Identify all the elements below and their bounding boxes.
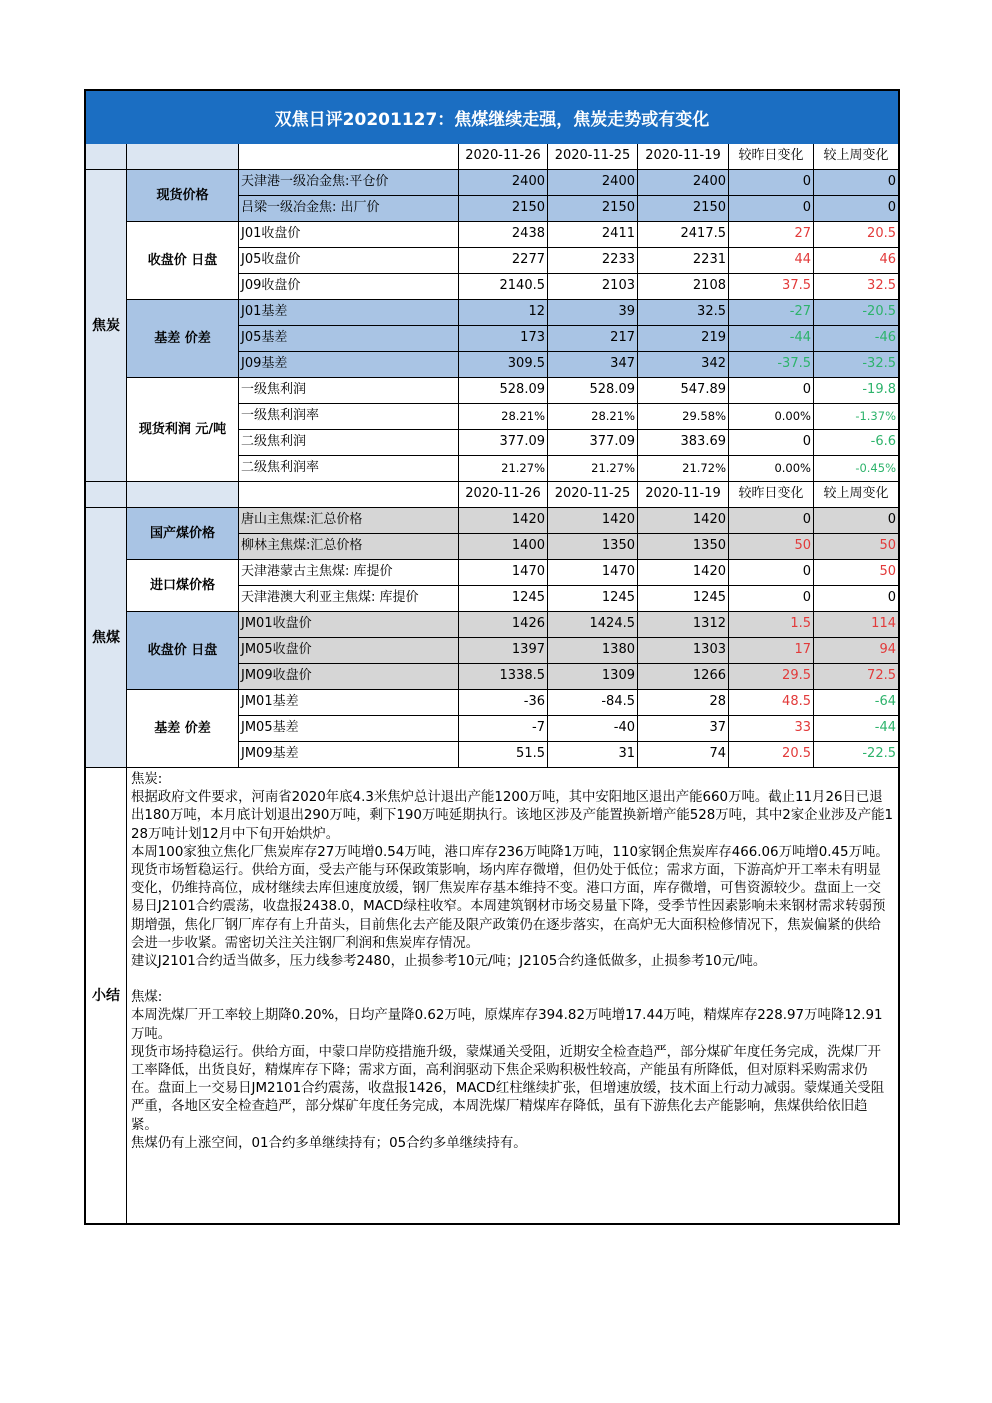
row-label: JM09基差 [239, 742, 459, 768]
row-change-day: 44 [729, 248, 814, 274]
row-value: 1420 [638, 560, 729, 586]
row-value: 2400 [548, 170, 638, 196]
header-date: 2020-11-26 [459, 144, 548, 170]
summary-text [127, 768, 898, 1223]
row-label: JM01收盘价 [239, 612, 459, 638]
row-change-week: 50 [814, 560, 898, 586]
group-label: 收盘价 日盘 [127, 222, 239, 300]
row-change-day: 29.5 [729, 664, 814, 690]
summary-paragraph: 焦炭: [131, 772, 163, 787]
row-value: 2417.5 [638, 222, 729, 248]
summary-paragraph: 焦煤: [131, 990, 163, 1006]
row-value: 2400 [459, 170, 548, 196]
row-value: 2233 [548, 248, 638, 274]
row-label: JM05收盘价 [239, 638, 459, 664]
row-change-day: 27 [729, 222, 814, 248]
row-change-week: -0.45% [814, 456, 898, 482]
row-value: 2438 [459, 222, 548, 248]
header-chg-day: 较昨日变化 [729, 482, 814, 508]
row-value: 2400 [638, 170, 729, 196]
row-value: 1420 [459, 508, 548, 534]
row-change-day: -44 [729, 326, 814, 352]
row-value: 12 [459, 300, 548, 326]
summary-paragraph: 根据政府文件要求，河南省2020年底4.3米焦炉总计退出产能1200万吨，其中安阳地区退出产能660万吨。截止11月26日已退出180万吨，本月底计划退出290万吨，剩下190万吨延期执行。该地区涉及产能置换新增产能528万吨，其中2家企业涉及产能128万吨计划12月中下旬开始烘炉。 [131, 790, 894, 842]
summary-label: 小结 [86, 768, 127, 1223]
report-title: 双焦日评20201127：焦煤继续走强，焦炭走势或有变化 [86, 91, 898, 144]
row-change-day: 37.5 [729, 274, 814, 300]
row-change-week: -20.5 [814, 300, 898, 326]
row-change-week: -6.6 [814, 430, 898, 456]
row-value: 2277 [459, 248, 548, 274]
row-value: 21.27% [548, 456, 638, 482]
row-change-day: -27 [729, 300, 814, 326]
summary-paragraph: 现货市场暂稳运行。供给方面，受去产能与环保政策影响，场内库存微增，但仍处于低位；需求方面，下游高炉开工率未有明显变化，仍维持高位，成材继续去库但速度放缓，钢厂焦炭库存基本维持不变。港口方面，库存微增，可售资源较少。盘面上一交易日J2101合约震荡，收盘报2438.0，MACD绿柱收窄。本周建筑钢材市场交易量下降，受季节性因素影响未来钢材需求转弱预期增强，焦化厂钢厂库存有上升苗头，目前焦化去产能及限产政策仍在逐步落实，在高炉无大面积检修情况下，焦炭偏紧的供给会进一步收紧。需密切关注关注钢厂利润和焦炭库存情况。 [131, 863, 886, 951]
header-date: 2020-11-26 [459, 482, 548, 508]
row-value: 173 [459, 326, 548, 352]
row-label: J09基差 [239, 352, 459, 378]
row-value: 377.09 [548, 430, 638, 456]
section-label: 焦炭 [86, 170, 127, 482]
row-label: 一级焦利润率 [239, 404, 459, 430]
row-value: 383.69 [638, 430, 729, 456]
row-label: 天津港蒙古主焦煤: 库提价 [239, 560, 459, 586]
group-label: 进口煤价格 [127, 560, 239, 612]
row-value: 2231 [638, 248, 729, 274]
row-value: 29.58% [638, 404, 729, 430]
row-change-day: 50 [729, 534, 814, 560]
group-label: 收盘价 日盘 [127, 612, 239, 690]
row-change-day: 0 [729, 196, 814, 222]
row-value: 1350 [548, 534, 638, 560]
row-change-week: 0 [814, 508, 898, 534]
report-sheet [84, 89, 900, 1225]
row-value: 1312 [638, 612, 729, 638]
row-value: 28 [638, 690, 729, 716]
row-change-week: 114 [814, 612, 898, 638]
header-date: 2020-11-19 [638, 482, 729, 508]
group-label: 基差 价差 [127, 300, 239, 378]
summary-paragraph [131, 971, 894, 989]
row-label: J01收盘价 [239, 222, 459, 248]
row-change-day: 20.5 [729, 742, 814, 768]
row-change-day: 48.5 [729, 690, 814, 716]
row-value: 1470 [548, 560, 638, 586]
row-label: 一级焦利润 [239, 378, 459, 404]
row-value: 37 [638, 716, 729, 742]
row-value: 28.21% [459, 404, 548, 430]
summary-paragraph: 现货市场持稳运行。供给方面，中蒙口岸防疫措施升级，蒙煤通关受阻，近期安全检查趋严，部分煤矿年度任务完成，洗煤厂开工率降低，出货良好，精煤库存下降；需求方面，高利润驱动下焦企采购积极性较高，产能虽有所降低，但对原料采购需求仍在。盘面上一交易日JM2101合约震荡，收盘报1426，MACD红柱继续扩张，但增速放缓，技术面上行动力减弱。蒙煤通关受阻严重，各地区安全检查趋严，部分煤矿年度任务完成，本周洗煤厂精煤库存降低，虽有下游焦化去产能影响，焦煤供给依旧趋紧。 [131, 1044, 885, 1133]
row-value: 1245 [459, 586, 548, 612]
row-label: J05收盘价 [239, 248, 459, 274]
row-value: 1380 [548, 638, 638, 664]
row-value: -40 [548, 716, 638, 742]
row-label: 吕梁一级冶金焦: 出厂价 [239, 196, 459, 222]
row-value: 1470 [459, 560, 548, 586]
row-change-day: 17 [729, 638, 814, 664]
group-label: 国产煤价格 [127, 508, 239, 560]
row-value: 547.89 [638, 378, 729, 404]
row-change-day: 0 [729, 508, 814, 534]
row-value: 2140.5 [459, 274, 548, 300]
row-value: 342 [638, 352, 729, 378]
row-change-week: 46 [814, 248, 898, 274]
row-value: 1266 [638, 664, 729, 690]
row-label: 天津港澳大利亚主焦煤: 库提价 [239, 586, 459, 612]
row-change-week: -46 [814, 326, 898, 352]
header-blank [86, 144, 127, 170]
row-value: -36 [459, 690, 548, 716]
row-value: 528.09 [459, 378, 548, 404]
row-value: 2150 [548, 196, 638, 222]
row-value: 1420 [638, 508, 729, 534]
group-label: 基差 价差 [127, 690, 239, 768]
header-blank [239, 482, 459, 508]
row-value: 377.09 [459, 430, 548, 456]
row-change-day: 0 [729, 586, 814, 612]
row-label: JM05基差 [239, 716, 459, 742]
row-value: 21.72% [638, 456, 729, 482]
row-change-week: 0 [814, 170, 898, 196]
row-value: 528.09 [548, 378, 638, 404]
header-chg-week: 较上周变化 [814, 482, 898, 508]
row-label: 天津港一级冶金焦:平仓价 [239, 170, 459, 196]
summary-paragraph: 建议J2101合约适当做多，压力线参考2480，止损参考10元/吨；J2105合约逢低做多，止损参考10元/吨。 [131, 954, 767, 970]
row-value: 39 [548, 300, 638, 326]
row-value: 309.5 [459, 352, 548, 378]
row-value: 21.27% [459, 456, 548, 482]
row-value: 1424.5 [548, 612, 638, 638]
header-blank [239, 144, 459, 170]
row-value: 31 [548, 742, 638, 768]
summary-paragraph: 焦煤仍有上涨空间，01合约多单继续持有；05合约多单继续持有。 [131, 1135, 527, 1151]
group-label: 现货利润 元/吨 [127, 378, 239, 482]
row-value: 2103 [548, 274, 638, 300]
row-label: 柳林主焦煤:汇总价格 [239, 534, 459, 560]
row-change-week: 72.5 [814, 664, 898, 690]
row-value: 1397 [459, 638, 548, 664]
row-value: 1303 [638, 638, 729, 664]
header-blank [127, 482, 239, 508]
row-change-week: -19.8 [814, 378, 898, 404]
row-change-day: 1.5 [729, 612, 814, 638]
group-label: 现货价格 [127, 170, 239, 222]
header-date: 2020-11-19 [638, 144, 729, 170]
row-value: 2108 [638, 274, 729, 300]
row-value: -7 [459, 716, 548, 742]
row-change-week: 0 [814, 586, 898, 612]
row-value: 74 [638, 742, 729, 768]
row-change-week: 94 [814, 638, 898, 664]
row-value: 1350 [638, 534, 729, 560]
section-label: 焦煤 [86, 508, 127, 768]
row-label: J05基差 [239, 326, 459, 352]
row-change-day: 0 [729, 430, 814, 456]
row-change-week: -44 [814, 716, 898, 742]
row-change-day: 0 [729, 170, 814, 196]
header-blank [127, 144, 239, 170]
row-value: 51.5 [459, 742, 548, 768]
row-label: 唐山主焦煤:汇总价格 [239, 508, 459, 534]
row-change-day: 0 [729, 378, 814, 404]
row-change-day: -37.5 [729, 352, 814, 378]
row-label: JM01基差 [239, 690, 459, 716]
row-value: 32.5 [638, 300, 729, 326]
header-chg-week: 较上周变化 [814, 144, 898, 170]
row-label: JM09收盘价 [239, 664, 459, 690]
row-value: 2150 [638, 196, 729, 222]
row-change-week: -22.5 [814, 742, 898, 768]
row-value: 347 [548, 352, 638, 378]
row-change-day: 0.00% [729, 404, 814, 430]
header-date: 2020-11-25 [548, 144, 638, 170]
row-change-week: -1.37% [814, 404, 898, 430]
row-change-day: 0 [729, 560, 814, 586]
header-blank [86, 482, 127, 508]
row-label: 二级焦利润 [239, 430, 459, 456]
row-change-week: 0 [814, 196, 898, 222]
row-value: 219 [638, 326, 729, 352]
row-change-week: -32.5 [814, 352, 898, 378]
row-value: -84.5 [548, 690, 638, 716]
row-value: 1309 [548, 664, 638, 690]
row-value: 1400 [459, 534, 548, 560]
row-label: J01基差 [239, 300, 459, 326]
summary-paragraph: 本周100家独立焦化厂焦炭库存27万吨增0.54万吨，港口库存236万吨降1万吨，110家钢企焦炭库存466.06万吨增0.45万吨。 [131, 844, 889, 860]
header-date: 2020-11-25 [548, 482, 638, 508]
row-change-week: -64 [814, 690, 898, 716]
row-change-day: 33 [729, 716, 814, 742]
summary-paragraph: 本周洗煤厂开工率较上期降0.20%，日均产量降0.62万吨，原煤库存394.82万吨增17.44万吨，精煤库存228.97万吨降12.91万吨。 [131, 1008, 883, 1042]
row-value: 2411 [548, 222, 638, 248]
row-label: J09收盘价 [239, 274, 459, 300]
row-value: 1420 [548, 508, 638, 534]
row-value: 1338.5 [459, 664, 548, 690]
row-value: 217 [548, 326, 638, 352]
row-value: 1245 [548, 586, 638, 612]
row-change-week: 32.5 [814, 274, 898, 300]
row-value: 2150 [459, 196, 548, 222]
row-change-day: 0.00% [729, 456, 814, 482]
header-chg-day: 较昨日变化 [729, 144, 814, 170]
row-value: 1245 [638, 586, 729, 612]
row-value: 28.21% [548, 404, 638, 430]
row-value: 1426 [459, 612, 548, 638]
row-change-week: 20.5 [814, 222, 898, 248]
row-change-week: 50 [814, 534, 898, 560]
row-label: 二级焦利润率 [239, 456, 459, 482]
